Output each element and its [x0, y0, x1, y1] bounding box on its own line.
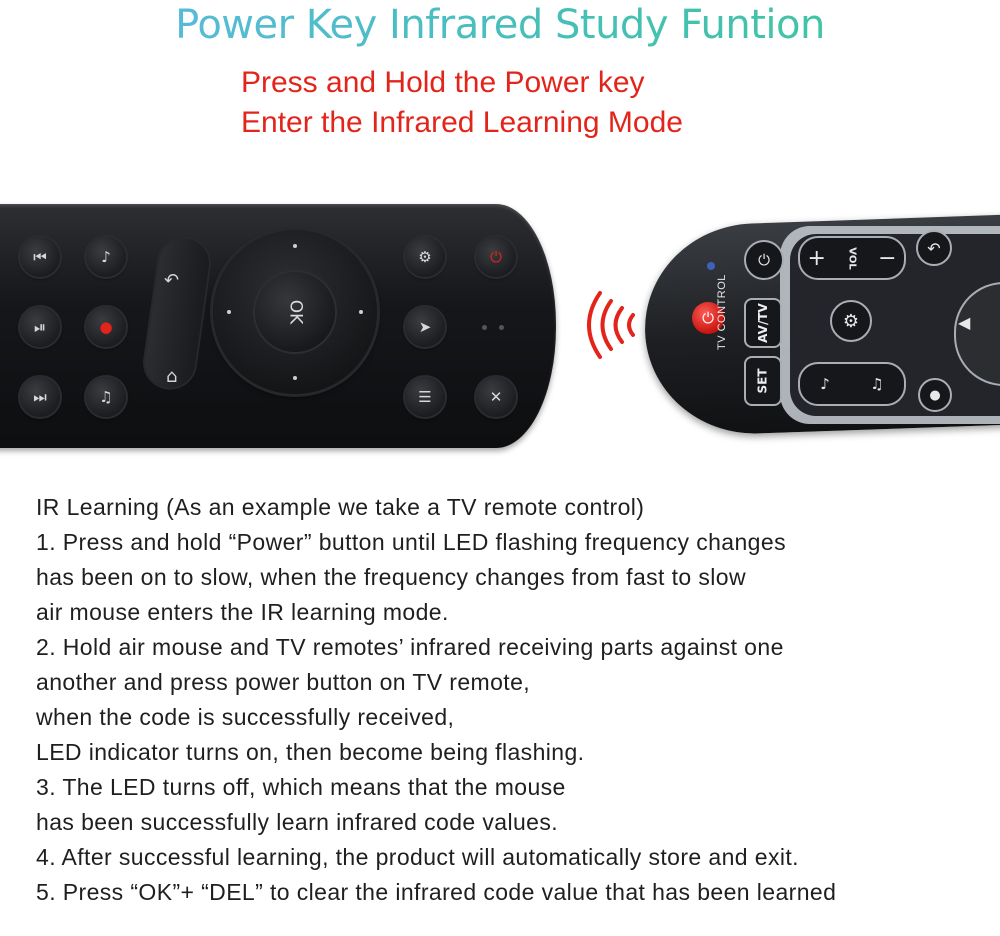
instruction-line: 5. Press “OK”+ “DEL” to clear the infrared code value that has been learned [36, 879, 837, 905]
voice-off-icon: ♫ [870, 375, 884, 393]
mouse-icon: ➤ [405, 307, 445, 347]
voice-rocker-illustration [798, 362, 906, 406]
menu-icon: ☰ [405, 377, 445, 417]
instructions-heading: IR Learning (As an example we take a TV remote control) [36, 494, 645, 520]
speaker-icon: ♪ [86, 237, 126, 277]
instruction-line: when the code is successfully received, [36, 704, 455, 730]
av-tv-label: AV/TV [756, 303, 770, 343]
mic-icon: ● [86, 307, 126, 347]
plus-label: + [807, 245, 826, 271]
av-tv-button-illustration [744, 298, 782, 348]
settings-gear-icon: ⚙ [830, 300, 872, 342]
voice-on-icon: ♪ [820, 375, 830, 393]
instruction-line: another and press power button on TV remote, [36, 669, 531, 695]
skip-back-alt-icon: ⏯ [20, 307, 60, 347]
tv-remote-led [707, 262, 715, 270]
power-icon: ⏻ [476, 237, 516, 277]
instruction-line: has been on to slow, when the frequency changes from fast to slow [36, 564, 747, 590]
set-button-illustration [744, 356, 782, 406]
volume-rocker-illustration [798, 236, 906, 280]
back-icon: ↶ [916, 230, 952, 266]
vol-label: VOL [846, 246, 858, 270]
product-illustration [0, 190, 1000, 470]
mouse-mode-icon: ● [918, 378, 952, 412]
settings-icon: ⚙ [405, 237, 445, 277]
tv-standby-icon: ⏻ [744, 240, 784, 280]
instruction-line: 2. Hold air mouse and TV remotes’ infrared receiving parts against one [36, 634, 784, 660]
instruction-line: LED indicator turns on, then become being flashing. [36, 739, 585, 765]
ok-button-illustration [255, 272, 335, 352]
instruction-line: has been successfully learn infrared code values. [36, 809, 559, 835]
instructions-block [36, 490, 986, 910]
tv-power-icon: ⏻ [692, 302, 724, 334]
home-icon: ⌂ [166, 366, 178, 387]
speaker-low-icon: ♫ [86, 377, 126, 417]
subtitle-line-1: Press and Hold the Power key [241, 66, 645, 99]
skip-forward-icon: ⏭ [20, 377, 60, 417]
tv-control-label: TV CONTROL [716, 274, 728, 350]
subtitle-line-2: Enter the Infrared Learning Mode [241, 106, 683, 139]
mute-icon: ✕ [476, 377, 516, 417]
instruction-line: 3. The LED turns off, which means that the mouse [36, 774, 566, 800]
ok-label: OK [285, 299, 305, 325]
return-icon: ↶ [164, 270, 180, 291]
set-label: SET [756, 368, 770, 394]
minus-label: − [878, 245, 897, 271]
skip-back-icon: ⏮ [20, 237, 60, 277]
infrared-waves-icon [578, 285, 648, 365]
instruction-line: air mouse enters the IR learning mode. [36, 599, 449, 625]
left-arrow-icon: ◀ [958, 313, 971, 332]
instruction-line: 4. After successful learning, the product will automatically store and exit. [36, 844, 799, 870]
indicator-led [482, 325, 487, 330]
instruction-line: 1. Press and hold “Power” button until LED flashing frequency changes [36, 529, 786, 555]
page-title: Power Key Infrared Study Funtion [0, 2, 1000, 48]
